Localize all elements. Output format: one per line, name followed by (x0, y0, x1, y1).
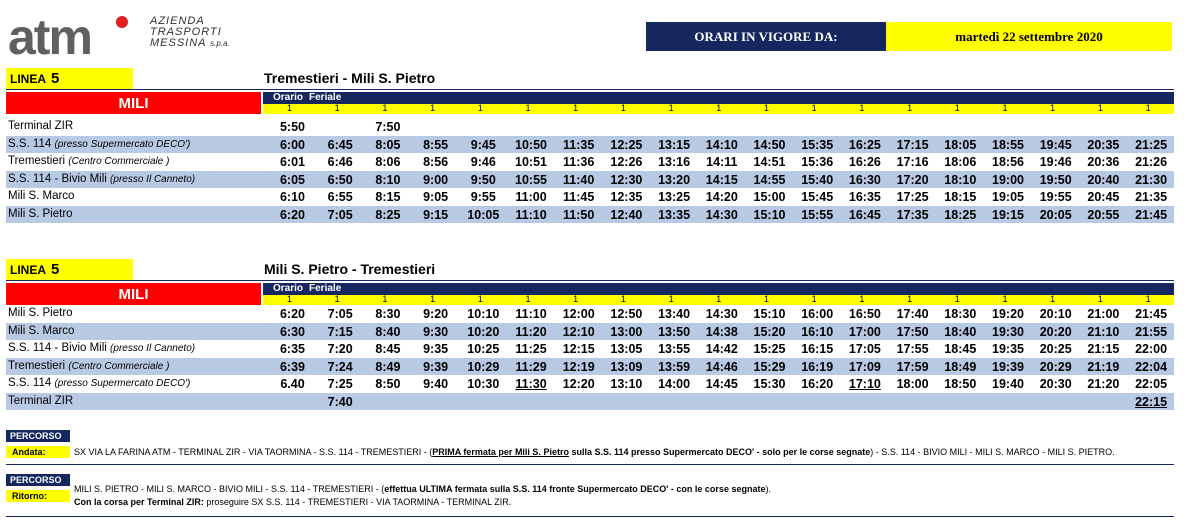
time-cell: 6:30 (279, 324, 306, 339)
corse-index-row (263, 295, 1174, 305)
table-row (6, 323, 1174, 341)
stop-name: Mili S. Pietro (8, 207, 73, 220)
time-cell: 15:35 (801, 137, 834, 152)
time-cell: 21:55 (1135, 324, 1168, 339)
time-cell: 6:05 (279, 172, 306, 187)
time-cell: 9:35 (423, 342, 449, 356)
time-cell: 18:25 (944, 207, 977, 222)
time-cell: 16:45 (848, 207, 881, 222)
time-cell: 7:24 (327, 359, 353, 374)
time-cell: 17:09 (848, 359, 881, 374)
mili-badge: MILI (6, 283, 261, 305)
time-cell: 6:45 (327, 137, 353, 152)
time-cell: 22:15 (1135, 394, 1168, 409)
logo-wordmark: atm (8, 9, 91, 65)
corse-index-row (263, 104, 1174, 114)
time-cell: 19:55 (1039, 190, 1072, 204)
time-cell: 21:10 (1087, 324, 1120, 339)
time-cell: 5:50 (279, 120, 306, 134)
time-cell: 16:20 (801, 377, 834, 391)
time-cell: 15:55 (801, 207, 834, 222)
time-cell: 20:25 (1039, 342, 1072, 356)
corsa-index: 1 (286, 103, 292, 113)
time-cell: 6:55 (327, 190, 353, 204)
corsa-index: 1 (334, 103, 340, 113)
corsa-index: 1 (859, 294, 865, 304)
time-cell: 12:15 (562, 342, 595, 356)
time-cell: 18:49 (944, 359, 977, 374)
time-cell: 7:20 (327, 342, 353, 356)
time-cell: 10:25 (467, 342, 500, 356)
time-cell: 21:30 (1135, 172, 1168, 187)
time-cell: 14:10 (705, 137, 738, 152)
stop-note: (presso Supermercato DECO') (54, 138, 191, 150)
time-cell: 20:20 (1039, 324, 1072, 339)
time-cell: 12:50 (610, 307, 643, 321)
stop-note: (presso Il Canneto) (110, 343, 196, 354)
time-cell: 9:40 (423, 377, 449, 391)
separator (6, 516, 1174, 517)
corsa-index: 1 (573, 294, 579, 304)
corsa-index: 1 (907, 103, 913, 113)
table-row (6, 375, 1174, 393)
time-cell: 6:10 (279, 190, 306, 204)
time-cell: 11:36 (563, 155, 595, 169)
time-cell: 15:20 (753, 324, 786, 339)
time-cell: 6:46 (327, 155, 353, 169)
time-cell: 11:10 (515, 307, 547, 321)
table-row (6, 393, 1174, 411)
time-cell: 12:00 (562, 307, 595, 321)
corsa-index: 1 (334, 294, 340, 304)
timetable-rows (6, 118, 1174, 223)
time-cell: 18:56 (992, 155, 1024, 169)
time-cell: 21:19 (1087, 359, 1120, 374)
time-cell: 18:55 (992, 137, 1024, 152)
time-cell: 19:20 (992, 307, 1024, 321)
time-cell: 14:45 (705, 377, 738, 391)
time-cell: 9:05 (423, 190, 449, 204)
time-cell: 18:06 (944, 155, 977, 169)
time-cell: 13:05 (610, 342, 643, 356)
time-cell: 14:50 (753, 137, 786, 152)
time-cell: 20:35 (1087, 137, 1120, 152)
time-cell: 10:05 (467, 207, 500, 222)
time-cell: 15:10 (753, 307, 786, 321)
time-cell: 11:30 (515, 377, 547, 391)
table-row (6, 171, 1174, 189)
time-cell: 8:25 (375, 207, 401, 222)
stop-name: Terminal ZIR (8, 120, 74, 132)
stop-name: Mili S. Marco (8, 324, 75, 337)
table-row (6, 188, 1174, 206)
corsa-index: 1 (811, 103, 817, 113)
time-cell: 7:40 (327, 394, 353, 409)
time-cell: 13:35 (658, 207, 691, 222)
time-cell: 18:15 (944, 190, 977, 204)
corsa-index: 1 (382, 294, 388, 304)
corsa-index: 1 (763, 294, 769, 304)
timetable-andata (6, 68, 1174, 228)
time-cell: 6:01 (279, 155, 306, 169)
corsa-index: 1 (573, 103, 579, 113)
time-cell: 19:40 (992, 377, 1024, 391)
time-cell: 15:25 (753, 342, 786, 356)
time-cell: 14:00 (658, 377, 691, 391)
time-cell: 12:30 (610, 172, 643, 187)
time-cell: 12:40 (610, 207, 643, 222)
corsa-index: 1 (811, 294, 817, 304)
linea-badge: LINEA 5 (6, 68, 133, 89)
time-cell: 20:36 (1087, 155, 1120, 169)
timetable-ritorno (6, 259, 1174, 419)
company-line-3: MESSINA s.p.a. (150, 37, 230, 49)
corsa-index: 1 (907, 294, 913, 304)
company-line-2: TRASPORTI (150, 26, 222, 38)
time-cell: 17:55 (896, 342, 929, 356)
time-cell: 17:25 (896, 190, 929, 204)
corsa-index: 1 (954, 294, 960, 304)
time-cell: 6:50 (327, 172, 353, 187)
time-cell: 19:15 (992, 207, 1024, 222)
percorso-andata-text: SX VIA LA FARINA ATM - TERMINAL ZIR - VIA TAORMINA - S.S. 114 - TREMESTIERI - (PRIMA fermata per Mili S. Pietro sulla S.S. 114 presso Supermercato DECO' - solo per le corse segnate) - S.S. 114 - BIVIO MILI - MILI S. MARCO - MILI S. PIETRO. (74, 447, 1115, 457)
table-row (6, 305, 1174, 323)
time-cell: 9:39 (423, 359, 449, 374)
time-cell: 17:59 (896, 359, 929, 374)
time-cell: 7:50 (375, 120, 401, 134)
time-cell: 15:29 (753, 359, 786, 374)
corsa-index: 1 (1050, 294, 1056, 304)
table-row (6, 206, 1174, 224)
time-cell: 15:36 (801, 155, 834, 169)
time-cell: 10:50 (515, 137, 547, 152)
corsa-index: 1 (716, 103, 722, 113)
corsa-index: 1 (620, 103, 626, 113)
time-cell: 21:45 (1135, 307, 1168, 321)
time-cell: 11:10 (515, 207, 547, 222)
time-cell: 6:20 (279, 307, 306, 321)
time-cell: 14:20 (705, 190, 738, 204)
timetable-rows (6, 305, 1174, 410)
time-cell: 8:05 (375, 137, 401, 152)
stop-name: Tremestieri (Centro Commerciale ) (8, 155, 170, 167)
corsa-index: 1 (1002, 103, 1008, 113)
time-cell: 14:11 (706, 155, 738, 169)
time-cell: 7:05 (327, 307, 353, 321)
time-cell: 9:15 (423, 207, 449, 222)
time-cell: 15:40 (801, 172, 834, 187)
time-cell: 7:15 (327, 324, 353, 339)
corsa-index: 1 (430, 294, 436, 304)
time-cell: 11:40 (563, 172, 595, 187)
time-cell: 16:19 (801, 359, 834, 374)
time-cell: 6:39 (279, 359, 306, 374)
time-cell: 7:05 (327, 207, 353, 222)
stop-name: Mili S. Marco (8, 190, 75, 202)
corsa-index: 1 (1097, 294, 1103, 304)
percorso-andata-label: Andata: (6, 446, 70, 458)
mili-badge: MILI (6, 92, 261, 114)
time-cell: 19:35 (992, 342, 1024, 356)
company-line-1: AZIENDA (150, 15, 205, 27)
time-cell: 20:55 (1087, 207, 1120, 222)
time-cell: 16:26 (848, 155, 881, 169)
time-cell: 11:20 (515, 324, 547, 339)
percorso-ritorno-text-line2: Con la corsa per Terminal ZIR: proseguire SX S.S. 114 - TREMESTIERI - VIA TAORMINA - TERMINAL ZIR. (74, 497, 512, 507)
corsa-index: 1 (1050, 103, 1056, 113)
time-cell: 10:29 (467, 359, 500, 374)
time-cell: 12:19 (562, 359, 595, 374)
time-cell: 20:45 (1087, 190, 1120, 204)
table-row (6, 118, 1174, 136)
time-cell: 20:40 (1087, 172, 1120, 187)
time-cell: 14:38 (705, 324, 738, 339)
stop-note: (Centro Commerciale ) (68, 360, 170, 372)
time-cell: 8:15 (375, 190, 401, 204)
time-cell: 17:35 (896, 207, 929, 222)
time-cell: 17:00 (848, 324, 881, 339)
orario-feriale-header: Orario Feriale (263, 92, 1174, 104)
time-cell: 19:39 (992, 359, 1024, 374)
time-cell: 11:25 (515, 342, 547, 356)
time-cell: 7:25 (327, 377, 353, 391)
company-spa: s.p.a. (210, 39, 230, 48)
time-cell: 13:25 (658, 190, 691, 204)
time-cell: 21:26 (1135, 155, 1168, 169)
time-cell: 8:49 (375, 359, 401, 374)
time-cell: 20:29 (1039, 359, 1072, 374)
time-cell: 17:05 (848, 342, 881, 356)
time-cell: 11:50 (563, 207, 595, 222)
corsa-index: 1 (668, 103, 674, 113)
stop-name: Terminal ZIR (8, 394, 74, 407)
time-cell: 20:10 (1039, 307, 1072, 321)
stop-name: S.S. 114 - Bivio Mili (presso Il Canneto) (8, 342, 196, 354)
time-cell: 12:25 (610, 137, 643, 152)
time-cell: 17:20 (896, 172, 929, 187)
time-cell: 10:55 (515, 172, 547, 187)
time-cell: 15:10 (753, 207, 786, 222)
time-cell: 19:50 (1039, 172, 1072, 187)
time-cell: 12:35 (610, 190, 643, 204)
time-cell: 16:00 (801, 307, 834, 321)
stop-name: S.S. 114 (presso Supermercato DECO') (8, 137, 191, 150)
table-row (6, 153, 1174, 171)
stop-note: (presso Supermercato DECO') (54, 378, 191, 389)
time-cell: 18:10 (944, 172, 977, 187)
time-cell: 15:45 (801, 190, 834, 204)
time-cell: 19:30 (992, 324, 1024, 339)
atm-logo (8, 9, 248, 65)
time-cell: 16:35 (848, 190, 881, 204)
time-cell: 12:20 (562, 377, 595, 391)
percorso-andata-header: PERCORSO (6, 430, 70, 442)
time-cell: 18:30 (944, 307, 977, 321)
time-cell: 22:00 (1135, 342, 1168, 356)
time-cell: 16:10 (801, 324, 834, 339)
corsa-index: 1 (668, 294, 674, 304)
time-cell: 16:30 (848, 172, 881, 187)
time-cell: 9:30 (423, 324, 449, 339)
time-cell: 10:51 (515, 155, 547, 169)
stop-name: S.S. 114 (presso Supermercato DECO') (8, 377, 191, 389)
time-cell: 8:55 (423, 137, 449, 152)
corsa-index: 1 (525, 103, 531, 113)
corsa-index: 1 (286, 294, 292, 304)
linea-badge: LINEA 5 (6, 259, 133, 280)
time-cell: 13:20 (658, 172, 691, 187)
percorso-ritorno-label: Ritorno: (6, 490, 70, 502)
time-cell: 14:30 (705, 207, 738, 222)
time-cell: 20:05 (1039, 207, 1072, 222)
time-cell: 6.40 (280, 377, 305, 391)
time-cell: 8:40 (375, 324, 401, 339)
corsa-index: 1 (1097, 103, 1103, 113)
time-cell: 21:45 (1135, 207, 1168, 222)
time-cell: 14:30 (705, 307, 738, 321)
corsa-index: 1 (525, 294, 531, 304)
time-cell: 21:25 (1135, 137, 1168, 152)
time-cell: 18:05 (944, 137, 977, 152)
route-title: Tremestieri - Mili S. Pietro (264, 70, 436, 86)
time-cell: 10:20 (467, 324, 500, 339)
orario-feriale-header: Orario Feriale (263, 283, 1174, 295)
time-cell: 13:59 (658, 359, 691, 374)
time-cell: 15:00 (753, 190, 786, 204)
time-cell: 13:50 (658, 324, 691, 339)
table-row (6, 358, 1174, 376)
percorso-ritorno-header: PERCORSO (6, 474, 70, 486)
time-cell: 14:55 (753, 172, 786, 187)
time-cell: 17:16 (896, 155, 929, 169)
time-cell: 9:55 (470, 190, 496, 204)
stop-name: Mili S. Pietro (8, 307, 73, 319)
time-cell: 8:10 (375, 172, 401, 187)
time-cell: 18:40 (944, 324, 977, 339)
table-row (6, 340, 1174, 358)
time-cell: 22:05 (1135, 377, 1168, 391)
time-cell: 13:55 (658, 342, 691, 356)
time-cell: 13:10 (610, 377, 643, 391)
percorso-ritorno-text: MILI S. PIETRO - MILI S. MARCO - BIVIO MILI - S.S. 114 - TREMESTIERI - (effettua ULTIMA fermata sulla S.S. 114 fronte Supermercato DECO' - con le corse segnate). (74, 484, 771, 494)
time-cell: 11:35 (563, 137, 595, 152)
time-cell: 18:00 (896, 377, 929, 391)
corsa-index: 1 (716, 294, 722, 304)
time-cell: 10:30 (467, 377, 500, 391)
time-cell: 6:35 (279, 342, 306, 356)
time-cell: 16:25 (848, 137, 881, 152)
time-cell: 17:15 (896, 137, 929, 152)
corsa-index: 1 (1002, 294, 1008, 304)
corsa-index: 1 (859, 103, 865, 113)
time-cell: 15:30 (753, 377, 786, 391)
time-cell: 9:45 (470, 137, 496, 152)
orari-in-vigore-label: ORARI IN VIGORE DA: (646, 22, 886, 51)
time-cell: 8:56 (423, 155, 449, 169)
stop-note: (presso Il Canneto) (110, 173, 196, 185)
time-cell: 19:05 (992, 190, 1024, 204)
time-cell: 6:00 (279, 137, 306, 152)
stop-note: (Centro Commerciale ) (68, 156, 170, 167)
time-cell: 20:30 (1039, 377, 1072, 391)
time-cell: 9:00 (423, 172, 449, 187)
corsa-index: 1 (763, 103, 769, 113)
divider (6, 89, 1174, 90)
time-cell: 21:15 (1087, 342, 1120, 356)
corsa-index: 1 (620, 294, 626, 304)
stop-name: Tremestieri (Centro Commerciale ) (8, 359, 170, 372)
time-cell: 8:06 (375, 155, 401, 169)
time-cell: 9:20 (423, 307, 449, 321)
corsa-index: 1 (954, 103, 960, 113)
time-cell: 21:35 (1135, 190, 1168, 204)
corsa-index: 1 (477, 103, 483, 113)
corsa-index: 1 (430, 103, 436, 113)
company-name (150, 16, 230, 49)
time-cell: 21:00 (1087, 307, 1120, 321)
time-cell: 6:20 (279, 207, 306, 222)
route-title: Mili S. Pietro - Tremestieri (264, 261, 436, 277)
time-cell: 8:45 (375, 342, 401, 356)
time-cell: 14:46 (705, 359, 738, 374)
time-cell: 9:46 (470, 155, 496, 169)
time-cell: 13:40 (658, 307, 691, 321)
separator (6, 464, 1174, 465)
orari-in-vigore-date: martedì 22 settembre 2020 (886, 22, 1172, 51)
time-cell: 18:50 (944, 377, 977, 391)
time-cell: 11:29 (515, 359, 547, 374)
time-cell: 11:45 (563, 190, 595, 204)
logo-red-dot-icon (116, 16, 128, 28)
divider (6, 280, 1174, 281)
time-cell: 17:40 (896, 307, 929, 321)
time-cell: 19:00 (992, 172, 1024, 187)
time-cell: 21:20 (1087, 377, 1120, 391)
time-cell: 9:50 (470, 172, 496, 187)
time-cell: 22:04 (1135, 359, 1168, 374)
stop-name: S.S. 114 - Bivio Mili (presso Il Canneto) (8, 172, 196, 185)
time-cell: 8:30 (375, 307, 401, 321)
time-cell: 17:50 (896, 324, 929, 339)
time-cell: 16:50 (848, 307, 881, 321)
time-cell: 14:51 (753, 155, 786, 169)
time-cell: 16:15 (801, 342, 834, 356)
time-cell: 11:00 (515, 190, 547, 204)
time-cell: 19:46 (1039, 155, 1072, 169)
time-cell: 13:16 (658, 155, 691, 169)
time-cell: 13:15 (658, 137, 691, 152)
time-cell: 18:45 (944, 342, 977, 356)
corsa-index: 1 (1145, 103, 1151, 113)
time-cell: 12:26 (610, 155, 643, 169)
corsa-index: 1 (477, 294, 483, 304)
time-cell: 14:42 (705, 342, 738, 356)
corsa-index: 1 (1145, 294, 1151, 304)
time-cell: 14:15 (705, 172, 738, 187)
time-cell: 13:00 (610, 324, 643, 339)
table-row (6, 136, 1174, 154)
time-cell: 8:50 (375, 377, 401, 391)
corsa-index: 1 (382, 103, 388, 113)
time-cell: 10:10 (467, 307, 500, 321)
time-cell: 19:45 (1039, 137, 1072, 152)
time-cell: 13:09 (610, 359, 643, 374)
time-cell: 17:10 (848, 377, 881, 391)
time-cell: 12:10 (562, 324, 595, 339)
